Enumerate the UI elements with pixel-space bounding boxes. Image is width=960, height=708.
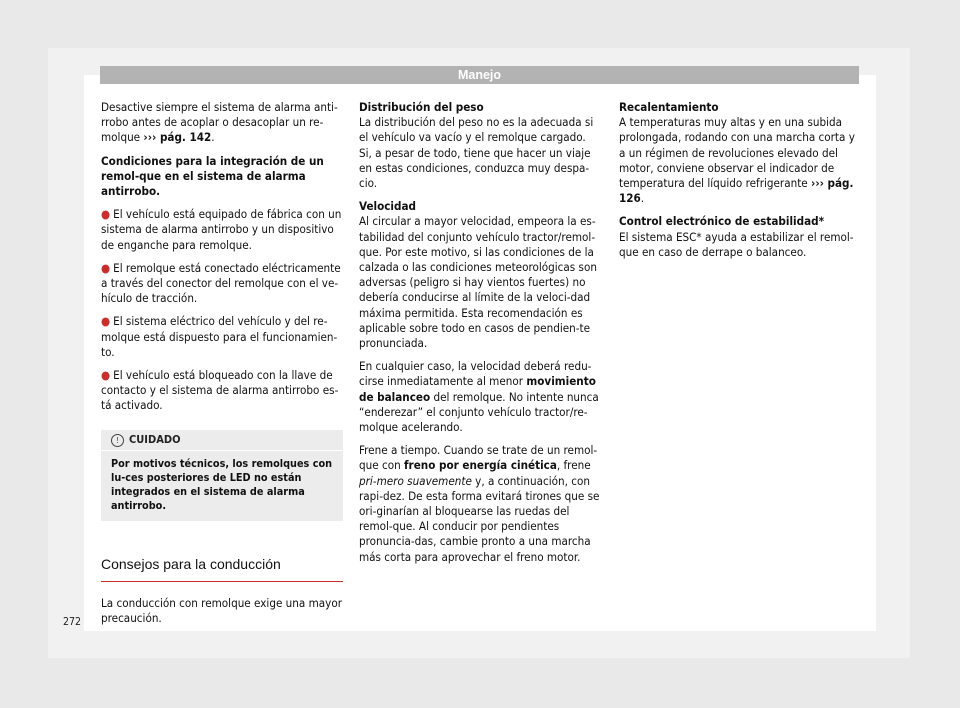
bold-term: freno por energía cinética	[404, 458, 557, 473]
paragraph-overheating	[619, 115, 861, 206]
page-number: 272	[63, 616, 82, 628]
bullet-item	[101, 207, 343, 253]
conditions-title: Condiciones para la integración de un remol-que en el sistema de alarma antirrobo.	[101, 153, 324, 199]
paragraph-speed: Al circular a mayor velocidad, empeora la es-tabilidad del conjunto vehículo tractor/remol-que. Por este motivo, si las condiciones de la calzada o las condiciones meteorológicas son adversas (peligro si hay vientos fuertes) no debería conducirse al límite de la veloci-dad máxima permitida. Esta recomendación es aplicable sobre todo en casos de pendien-te pronunciada.	[359, 214, 597, 351]
bullet-item	[101, 368, 343, 414]
text-span: , frene	[556, 458, 591, 473]
chapter-title: Manejo	[457, 68, 502, 82]
paragraph-weight: La distribución del peso no es la adecuada si el vehículo va vacío y el remolque cargado. Si, a pesar de todo, tiene que hacer un viaje en estas condiciones, conduzca muy despa-cio.	[359, 115, 594, 191]
text-span: En cualquier caso, la velocidad deberá redu-cirse inmediatamente al menor	[359, 359, 592, 389]
italic-term: pri-mero suavemente	[359, 473, 472, 488]
text-span: A temperaturas muy altas y en una subida prolongada, rodando con una marcha corta y a un régimen de revoluciones elevado del motor, conviene observar el indicador de temperatura del líquido refrigerante	[619, 115, 855, 191]
section-title: Consejos para la conducción	[101, 555, 343, 582]
heading-overheating: Recalentamiento	[619, 100, 719, 114]
bullet-text: El vehículo está equipado de fábrica con un sistema de alarma antirrobo y un dispositivo de enganche para remolque.	[101, 207, 342, 252]
bullet-text: El sistema eléctrico del vehículo y del re-molque está dispuesto para el funcionamien-to.	[101, 314, 338, 359]
bold-term: movimiento de balanceo	[359, 374, 596, 404]
heading-esc: Control electrónico de estabilidad*	[619, 214, 825, 229]
warning-icon: !	[111, 434, 124, 447]
paragraph-braking	[359, 443, 601, 565]
page-reference-link[interactable]: ››› pág. 126	[619, 176, 854, 206]
bullet-icon: ●	[101, 314, 111, 329]
bullet-item	[101, 261, 343, 307]
bullet-text: El remolque está conectado eléctricamente a través del conector del remolque con el ve-hículo de tracción.	[101, 260, 341, 306]
section-text: La conducción con remolque exige una mayor precaución.	[101, 595, 342, 625]
chapter-header	[100, 66, 859, 84]
intro-end: .	[211, 130, 215, 145]
bullet-text: El vehículo está bloqueado con la llave de contacto y el sistema de alarma antirrobo es-tá activado.	[101, 368, 339, 413]
intro-text: Desactive siempre el sistema de alarma anti-rrobo antes de acoplar o desacoplar un re-molque	[101, 100, 338, 145]
bullet-icon: ●	[101, 368, 111, 383]
caution-label: CUIDADO	[129, 432, 181, 446]
heading-weight-distribution: Distribución del peso	[359, 100, 484, 114]
paragraph-esc: El sistema ESC* ayuda a estabilizar el remol-que en caso de derrape o balanceo.	[619, 229, 854, 259]
caution-text: Por motivos técnicos, los remolques con lu-ces posteriores de LED no están integrados en el sistema de alarma antirrobo.	[111, 456, 333, 512]
column-right	[619, 100, 861, 268]
page-reference-link[interactable]: ››› pág. 142	[143, 130, 212, 145]
text-span: y, a continuación, con rapi-dez. De esta forma evitará tirones que se ori-ginarían al bloquearse las ruedas del remol-que. Al conducir por pendientes pronuncia-das, cambie pronto a una marcha más corta para aprovechar el freno motor.	[359, 473, 600, 564]
bullet-icon: ●	[101, 260, 111, 275]
bullet-item	[101, 314, 343, 360]
paragraph-sway	[359, 359, 601, 435]
column-left	[101, 100, 343, 634]
bullet-icon: ●	[101, 207, 111, 222]
intro-paragraph	[101, 100, 343, 146]
column-middle	[359, 100, 601, 573]
text-span: .	[640, 191, 645, 206]
text-span: del remolque. No intente nunca “enderezar” el conjunto vehículo tractor/re-molque acelerando.	[359, 389, 599, 435]
heading-speed: Velocidad	[359, 199, 416, 214]
caution-header	[101, 430, 343, 451]
text-span: Frene a tiempo. Cuando se trate de un remol-que con	[359, 443, 598, 473]
caution-box	[101, 430, 343, 521]
